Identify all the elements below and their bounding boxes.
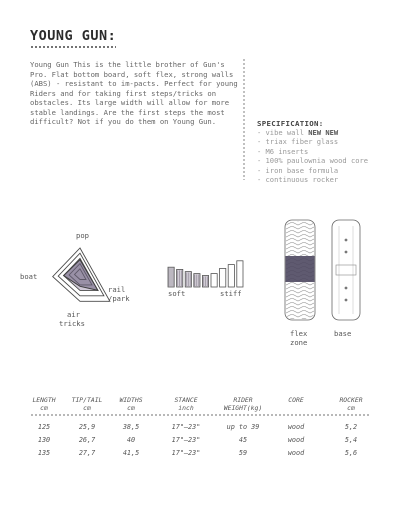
radar-label-pop: pop xyxy=(76,231,89,240)
table-cell: 26,7 xyxy=(78,436,96,444)
table-cell: 25,9 xyxy=(78,423,96,431)
table-cell: 17"–23" xyxy=(171,449,201,457)
radar-label-park: /park xyxy=(108,294,130,303)
table-cell: 5,4 xyxy=(344,436,358,444)
column-divider xyxy=(243,58,245,180)
base-label: base xyxy=(334,329,352,338)
table-cell: 38,5 xyxy=(122,423,140,431)
table-cell: 5,6 xyxy=(344,449,358,457)
product-description: Young Gun This is the little brother of Gun's Pro. Flat bottom board, soft flex, strong walls (ABS) - resistant to im-pacts. Perfect for young Riders and for taking first steps/tricks on obstacles. Its large width will allow for more stable landings. Are the first steps the most difficult? Not if you do them on Young Gun. xyxy=(30,60,238,126)
specification-list xyxy=(257,128,368,184)
table-cell: 40 xyxy=(126,436,136,444)
flex-chart xyxy=(166,254,246,288)
table-cell: 135 xyxy=(37,449,51,457)
board-top-view xyxy=(285,220,315,320)
product-title: YOUNG GUN: xyxy=(30,28,117,44)
radar-label-air: air xyxy=(67,310,80,319)
spec-highlight: NEW NEW xyxy=(308,128,339,137)
flex-label-stiff: stiff xyxy=(220,289,242,298)
table-cell: up to 39 xyxy=(226,423,260,431)
table-header-cell: LENGTH cm xyxy=(32,396,56,412)
spec-item: - vibe wall NEW NEW xyxy=(257,128,339,137)
spec-item: - iron base formula xyxy=(257,165,339,175)
radar-label-rail: rail xyxy=(108,285,126,294)
table-cell: wood xyxy=(287,436,305,444)
radar-label-boat: boat xyxy=(20,272,38,281)
table-cell: 5,2 xyxy=(344,423,358,431)
board-illustrations xyxy=(280,218,380,323)
table-cell: 130 xyxy=(37,436,51,444)
table-cell: wood xyxy=(287,423,305,431)
flex-zone-label-2: zone xyxy=(290,338,308,347)
spec-item: - 100% paulownia wood core xyxy=(257,156,369,166)
table-header-cell: TIP/TAIL cm xyxy=(71,396,103,412)
flex-zone-label-1: flex xyxy=(290,329,308,338)
specification-heading: SPECIFICATION: xyxy=(257,119,324,128)
table-cell: 27,7 xyxy=(78,449,96,457)
spec-item: - continuous rocker xyxy=(257,175,339,185)
flex-label-soft: soft xyxy=(168,289,186,298)
radar-label-tricks: tricks xyxy=(59,319,85,328)
table-cell: wood xyxy=(287,449,305,457)
table-header-cell: CORE xyxy=(288,396,304,404)
table-cell: 17"–23" xyxy=(171,423,201,431)
flex-bar xyxy=(211,274,217,287)
table-cell: 45 xyxy=(238,436,248,444)
table-cell: 59 xyxy=(238,449,248,457)
spec-item: - M6 inserts xyxy=(257,146,309,156)
table-cell: 41,5 xyxy=(122,449,140,457)
table-separator xyxy=(30,414,370,416)
table-header-cell: STANCE inch xyxy=(174,396,198,412)
flex-bar xyxy=(237,261,243,287)
table-cell: 17"–23" xyxy=(171,436,201,444)
flex-bar xyxy=(228,265,234,287)
flex-bar xyxy=(220,268,226,287)
table-cell: 125 xyxy=(37,423,51,431)
spec-item: - triax fiber glass xyxy=(257,137,339,147)
table-header-cell: RIDER WEIGHT(kg) xyxy=(223,396,263,412)
table-header-cell: WIDTHS cm xyxy=(119,396,143,412)
board-base-view xyxy=(332,220,360,320)
title-underline xyxy=(30,46,116,48)
table-header-cell: ROCKER cm xyxy=(339,396,363,412)
